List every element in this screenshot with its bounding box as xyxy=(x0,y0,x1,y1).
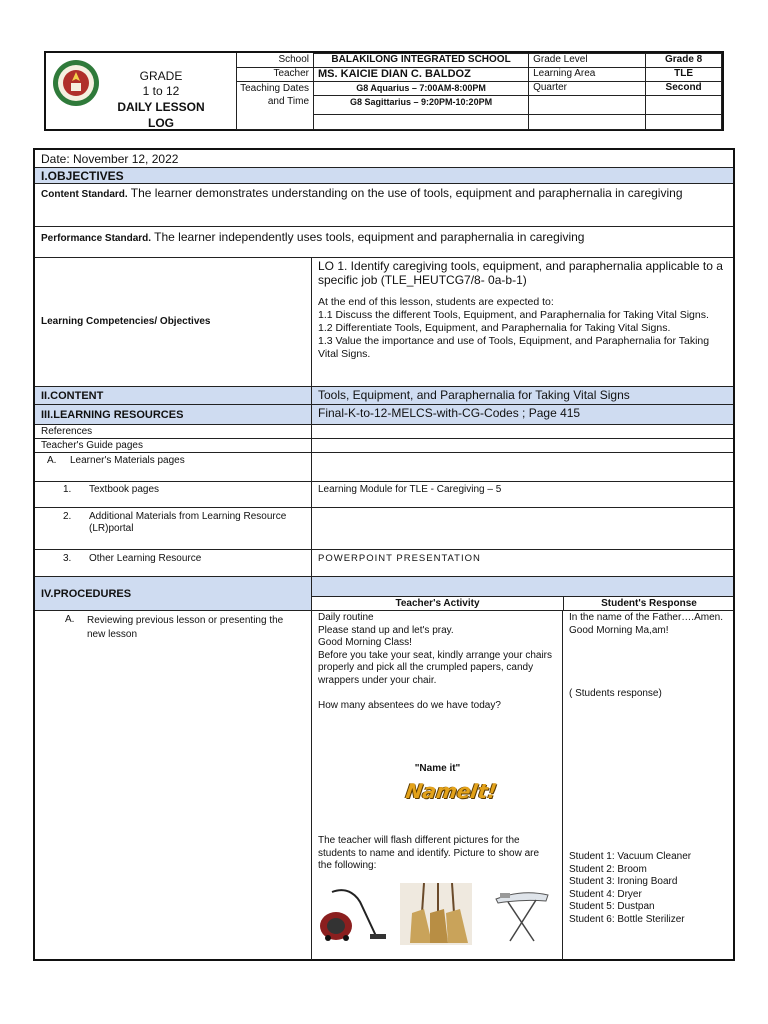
references-label: References xyxy=(41,426,93,437)
content-standard xyxy=(41,186,721,202)
objective-2: 1.2 Differentiate Tools, Equipment, and Paraphernalia for Taking Vital Signs. xyxy=(318,322,671,334)
other-resource-row xyxy=(35,549,733,576)
resources-heading: III.LEARNING RESOURCES xyxy=(41,409,184,421)
deped-seal-icon xyxy=(52,59,100,107)
teaching-dates-value-1: G8 Aquarius – 7:00AM-8:00PM xyxy=(314,82,529,96)
blank-cell xyxy=(646,115,722,130)
competencies-row xyxy=(35,257,733,386)
other-resource-label: Other Learning Resource xyxy=(89,553,202,564)
step-a-letter: A. xyxy=(65,614,75,625)
teachers-guide-label: Teacher's Guide pages xyxy=(41,440,143,451)
date-row xyxy=(35,150,733,167)
student-general-response: ( Students response) xyxy=(569,688,662,699)
learning-area-label: Learning Area xyxy=(529,68,646,82)
procedures-body xyxy=(35,610,733,959)
performance-standard xyxy=(41,230,721,246)
name-it-caption: "Name it" xyxy=(414,763,461,774)
blank-cell xyxy=(529,115,646,130)
blank-cell xyxy=(311,453,733,481)
grade-level-label: Grade Level xyxy=(529,54,646,68)
lesson-table xyxy=(33,148,735,961)
references-row xyxy=(35,424,733,438)
school-value: BALAKILONG INTEGRATED SCHOOL xyxy=(314,54,529,68)
content-standard-text: The learner demonstrates understanding on the use of tools, equipment and paraphernalia in caregiving xyxy=(130,186,683,200)
performance-standard-text: The learner independently uses tools, equipment and paraphernalia in caregiving xyxy=(154,230,585,244)
grade-range: 1 to 12 xyxy=(142,84,180,98)
teacher-activity-heading: Teacher's Activity xyxy=(395,598,480,609)
student-prayer-response: In the name of the Father….Amen. xyxy=(569,612,723,623)
log-title: LOG xyxy=(148,116,174,130)
procedures-heading: IV.PROCEDURES xyxy=(41,588,132,600)
learners-materials-label: Learner's Materials pages xyxy=(70,455,185,466)
step-a-label: Reviewing previous lesson or presenting the new lesson xyxy=(87,615,284,640)
textbook-number: 1. xyxy=(63,484,72,495)
school-label: School xyxy=(236,54,314,68)
lesson-date: Date: November 12, 2022 xyxy=(41,152,179,166)
lesson-intro: At the end of this lesson, students are expected to: xyxy=(318,296,554,308)
objective-1: 1.1 Discuss the different Tools, Equipment, and Paraphernalia for Taking Vital Signs. xyxy=(318,309,709,321)
content-standard-label: Content Standard. xyxy=(41,189,128,200)
resources-value: Final-K-to-12-MELCS-with-CG-Codes ; Page 415 xyxy=(311,405,733,424)
learners-materials-letter: A. xyxy=(47,455,57,466)
blank-cell xyxy=(311,577,733,597)
broom-icon xyxy=(400,883,472,945)
lo-text: LO 1. Identify caregiving tools, equipment, and paraphernalia applicable to a specific job (TLE_HEUTCG7/8- 0a-b-1) xyxy=(318,259,723,287)
additional-materials-row xyxy=(35,507,733,549)
student-greeting-response: Good Morning Ma,am! xyxy=(569,624,669,636)
content-standard-row xyxy=(35,183,733,226)
performance-standard-label: Performance Standard. xyxy=(41,233,152,244)
content-value: Tools, Equipment, and Paraphernalia for Taking Vital Signs xyxy=(311,387,733,404)
teacher-activity-text: Daily routine Please stand up and let's pray. Good Morning Class! Before you take your seat, kindly arrange your chairs properly and pick all the crumpled papers, candy wrappers under your chair. How many absentees do we have today? xyxy=(318,612,553,711)
name-it-logo: NameIt! xyxy=(404,779,499,803)
teachers-guide-row xyxy=(35,438,733,452)
competencies-label: Learning Competencies/ Objectives xyxy=(41,316,211,327)
other-resource-value: POWERPOINT PRESENTATION xyxy=(311,550,733,576)
blank-cell xyxy=(529,96,646,115)
objectives-heading: I.OBJECTIVES xyxy=(41,169,124,183)
additional-materials-number: 2. xyxy=(63,511,72,522)
procedures-column-headers xyxy=(311,596,733,610)
teacher-value: MS. KAICIE DIAN C. BALDOZ xyxy=(314,68,529,82)
additional-materials-label: Additional Materials from Learning Resource (LR)portal xyxy=(89,511,287,534)
blank-cell xyxy=(311,425,733,438)
textbook-label: Textbook pages xyxy=(89,484,160,495)
content-heading: II.CONTENT xyxy=(41,390,104,402)
textbook-value: Learning Module for TLE - Caregiving – 5 xyxy=(311,482,733,507)
lesson-log-header xyxy=(44,51,724,131)
grade-label: GRADE xyxy=(139,69,183,83)
student-response-column xyxy=(562,611,733,960)
blank-cell xyxy=(646,96,722,115)
vacuum-cleaner-icon xyxy=(318,886,390,944)
teaching-dates-value-2: G8 Sagittarius – 9:20PM-10:20PM xyxy=(314,96,529,115)
daily-lesson-title: DAILY LESSON xyxy=(117,100,205,114)
textbook-row xyxy=(35,481,733,507)
learners-materials-row xyxy=(35,452,733,481)
objectives-heading-row xyxy=(35,167,733,183)
teaching-dates-label: Teaching Dates and Time xyxy=(236,82,314,130)
quarter-value: Second xyxy=(646,82,722,96)
blank-cell xyxy=(311,439,733,452)
quarter-label: Quarter xyxy=(529,82,646,96)
performance-standard-row xyxy=(35,226,733,257)
teacher-label: Teacher xyxy=(236,68,314,82)
header-info-grid xyxy=(236,53,722,130)
grade-level-value: Grade 8 xyxy=(646,54,722,68)
resources-row xyxy=(35,404,733,424)
competencies-content xyxy=(311,258,733,386)
learning-area-value: TLE xyxy=(646,68,722,82)
student-response-heading: Student's Response xyxy=(601,598,697,609)
flash-instructions: The teacher will flash different pictures for the students to name and identify. Picture to show are the following: xyxy=(318,835,542,871)
objective-3: 1.3 Value the importance and use of Tools, Equipment, and Paraphernalia for Taking Vital Signs. xyxy=(318,335,710,360)
header-title-block xyxy=(46,53,237,129)
student-answers: Student 1: Vacuum Cleaner Student 2: Broom Student 3: Ironing Board Student 4: Dryer Student 5: Dustpan Student 6: Bottle Sterilizer xyxy=(569,851,692,925)
ironing-board-icon xyxy=(492,887,552,943)
other-resource-number: 3. xyxy=(63,553,72,564)
teacher-activity-column xyxy=(311,611,562,960)
blank-cell xyxy=(314,115,529,130)
blank-cell xyxy=(311,508,733,549)
content-row xyxy=(35,386,733,404)
